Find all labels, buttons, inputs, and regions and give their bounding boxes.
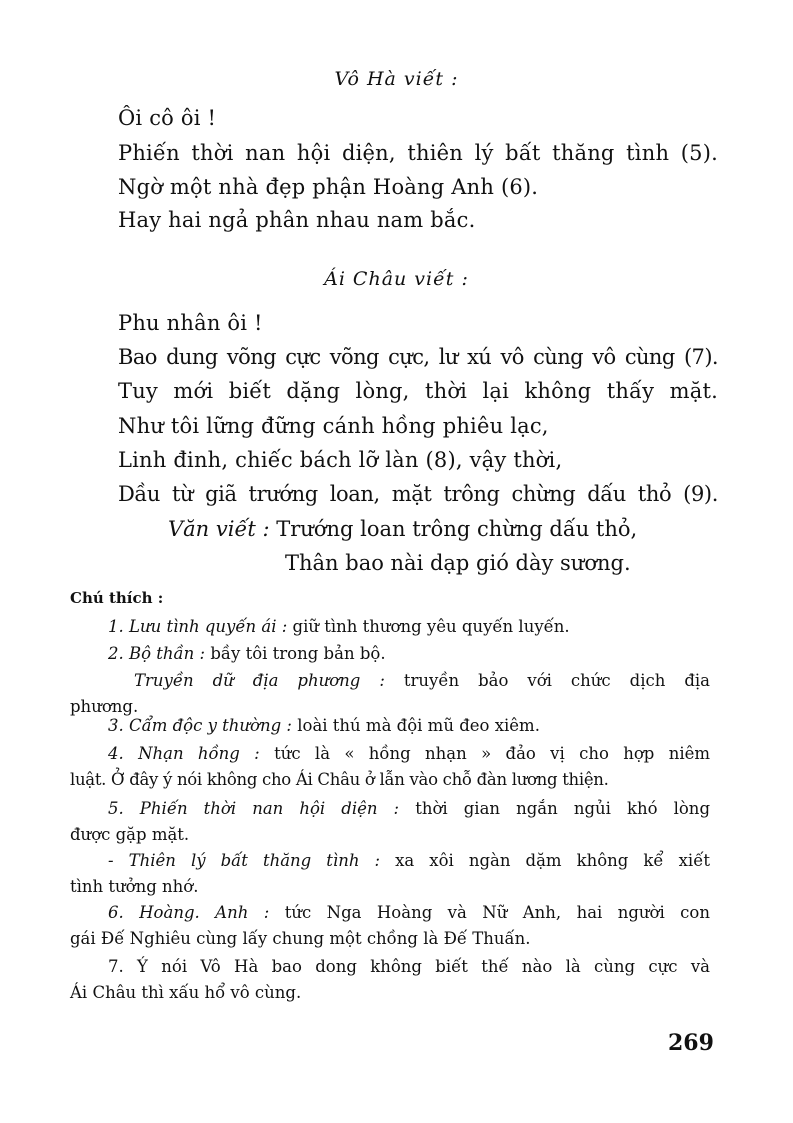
variant-line bbox=[168, 517, 637, 541]
heading-vo-ha: Vô Hà viết : bbox=[334, 68, 459, 90]
footnote-term: 2. Bộ thần : bbox=[108, 644, 206, 663]
footnote-term: - Thiên lý bất thăng tình : bbox=[108, 851, 381, 870]
footnote bbox=[70, 614, 710, 640]
variant-label: Văn viết : bbox=[168, 517, 270, 541]
footnote-continuation: được gặp mặt. bbox=[70, 825, 190, 844]
footnote-text: Ý nói Vô Hà bao dong không biết thế nào là cùng cực và bbox=[123, 957, 710, 976]
footnote-text: bầy tôi trong bản bộ. bbox=[205, 644, 386, 663]
footnote-text: truyền bảo với chức dịch địa bbox=[384, 671, 711, 690]
footnote-term: Truyền dữ địa phương : bbox=[134, 671, 385, 690]
verse-line: Ôi cô ôi ! bbox=[118, 106, 217, 130]
footnote-text: giữ tình thương yêu quyến luyến. bbox=[287, 617, 570, 636]
variant-text: Trướng loan trông chừng dấu thỏ, bbox=[276, 517, 638, 541]
notes-title: Chú thích : bbox=[70, 589, 164, 607]
footnote-continuation: tình tưởng nhớ. bbox=[70, 877, 199, 896]
footnote bbox=[70, 848, 710, 900]
footnote-term: 1. Lưu tình quyến ái : bbox=[108, 617, 288, 636]
footnote-continuation: phương. bbox=[70, 697, 139, 716]
footnote bbox=[70, 954, 710, 1006]
footnote-continuation: gái Đế Nghiêu cùng lấy chung một chồng là Đế Thuấn. bbox=[70, 929, 531, 948]
verse-line: Phiến thời nan hội diện, thiên lý bất thăng tình (5). bbox=[118, 141, 718, 165]
verse-line: Phu nhân ôi ! bbox=[118, 311, 263, 335]
variant-line-2: Thân bao nài dạp gió dày sương. bbox=[285, 551, 631, 575]
footnote-continuation: luật. Ở đây ý nói không cho Ái Châu ở lẫn vào chỗ đàn lương thiện. bbox=[70, 770, 609, 789]
footnote-text: tức là « hồng nhạn » đảo vị cho hợp niêm bbox=[259, 744, 711, 763]
footnote-text: thời gian ngắn ngủi khó lòng bbox=[399, 799, 710, 818]
verse-line: Ngờ một nhà đẹp phận Hoàng Anh (6). bbox=[118, 175, 539, 199]
footnote bbox=[70, 741, 710, 793]
footnote-term: 6. Hoàng. Anh : bbox=[108, 903, 270, 922]
footnote bbox=[70, 641, 710, 667]
verse-line: Linh đinh, chiếc bách lỡ làn (8), vậy thời, bbox=[118, 448, 563, 472]
verse-line: Dầu từ giã trướng loan, mặt trông chừng dấu thỏ (9). bbox=[118, 482, 718, 506]
footnote-term: 5. Phiến thời nan hội diện : bbox=[108, 799, 400, 818]
footnote-continuation: Ái Châu thì xấu hổ vô cùng. bbox=[70, 983, 302, 1002]
heading-ai-chau: Ái Châu viết : bbox=[324, 268, 469, 290]
footnote-term: 3. Cẩm độc y thường : bbox=[108, 716, 292, 735]
footnote-term: 4. Nhạn hồng : bbox=[108, 744, 260, 763]
verse-line: Như tôi lững đững cánh hồng phiêu lạc, bbox=[118, 414, 549, 438]
footnote bbox=[70, 900, 710, 952]
verse-line: Hay hai ngả phân nhau nam bắc. bbox=[118, 208, 476, 232]
footnote bbox=[70, 713, 710, 739]
page-number: 269 bbox=[668, 1030, 714, 1056]
verse-line: Tuy mới biết dặng lòng, thời lại không thấy mặt. bbox=[118, 379, 718, 403]
footnote bbox=[70, 796, 710, 848]
footnote-text: tức Nga Hoàng và Nữ Anh, hai người con bbox=[269, 903, 710, 922]
footnote-text: xa xôi ngàn dặm không kể xiết bbox=[380, 851, 710, 870]
footnote-text: loài thú mà đội mũ đeo xiêm. bbox=[291, 716, 540, 735]
footnote-term: 7. bbox=[108, 957, 124, 976]
verse-line: Bao dung võng cực võng cực, lư xú vô cùng vô cùng (7). bbox=[118, 345, 718, 369]
